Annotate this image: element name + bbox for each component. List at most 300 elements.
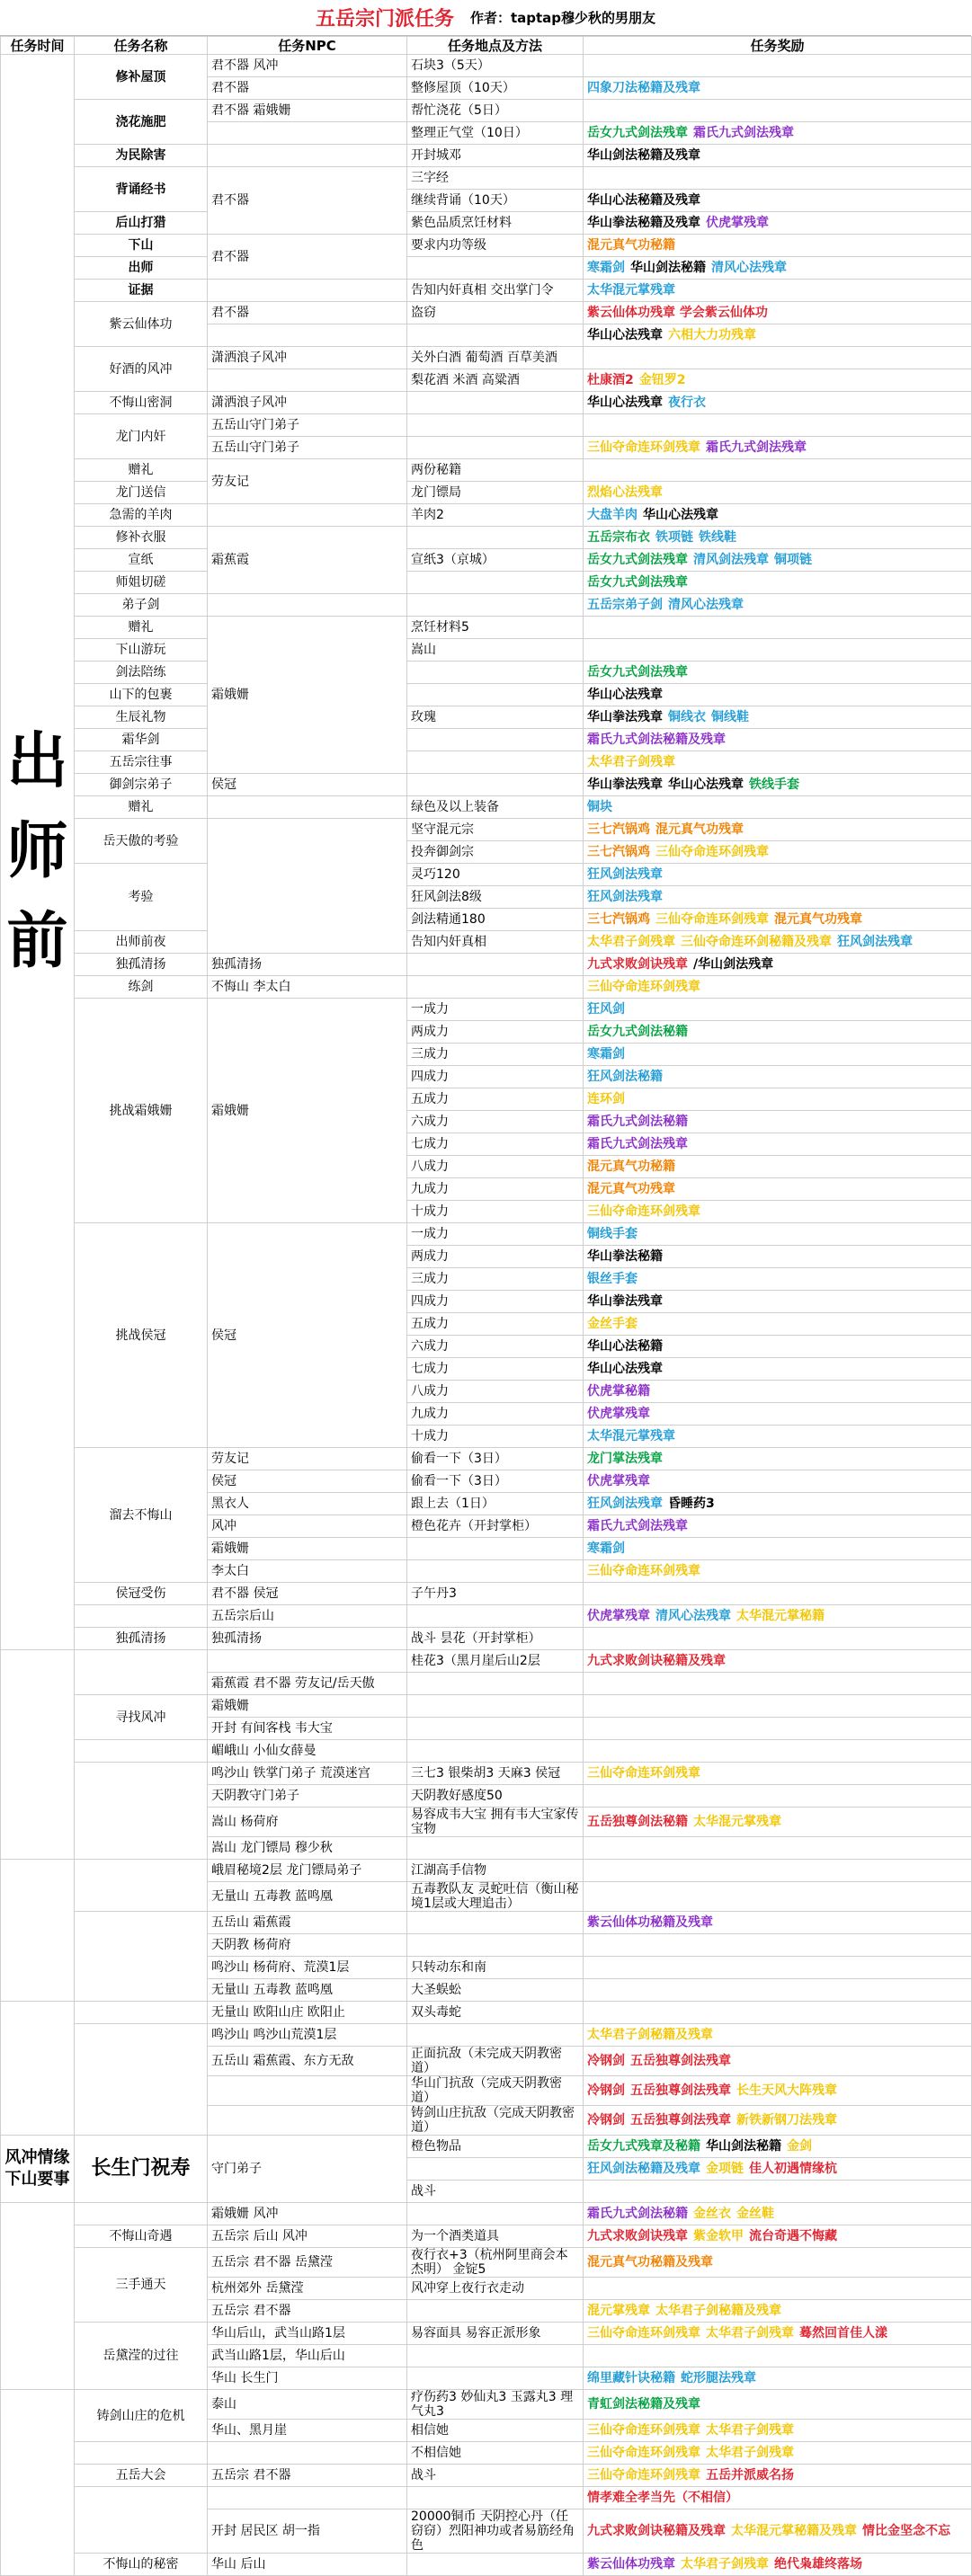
reward-item: 伏虎掌残章 xyxy=(587,1609,650,1623)
section-cell xyxy=(1,2203,75,2390)
task-location-cell: 整理正气堂（10日） xyxy=(407,122,584,145)
table-row xyxy=(1,774,972,796)
task-location-cell: 六成力 xyxy=(407,1336,584,1358)
task-npc-cell: 君不器 xyxy=(208,235,407,280)
task-location-cell xyxy=(407,2024,584,2047)
task-name-cell: 龙门送信 xyxy=(75,482,208,504)
task-location-cell: 整修屋顶（10天） xyxy=(407,77,584,100)
task-npc-cell: 无量山 欧阳山庄 欧阳止 xyxy=(208,2002,407,2024)
task-reward-cell xyxy=(584,864,972,886)
task-name-cell: 五岳宗往事 xyxy=(75,751,208,774)
task-name-cell xyxy=(75,1912,208,2002)
task-npc-cell xyxy=(208,2487,407,2509)
task-location-cell xyxy=(407,2367,584,2390)
table-row xyxy=(1,594,972,617)
task-reward-cell xyxy=(584,280,972,302)
task-location-cell: 疗伤药3 妙仙丸3 玉露丸3 理气丸3 xyxy=(407,2390,584,2420)
task-name-cell xyxy=(75,2203,208,2225)
task-npc-cell: 嵋峨山 小仙女薛曼 xyxy=(208,1740,407,1763)
table-row xyxy=(1,796,972,819)
reward-item: 铜块 xyxy=(587,800,612,814)
reward-item: 五岳独尊剑法残章 xyxy=(630,2083,731,2098)
task-npc-cell xyxy=(208,145,407,167)
task-npc-cell: 华山 长生门 xyxy=(208,2367,407,2390)
reward-item: 情比金坚念不忘 xyxy=(862,2524,950,2538)
task-reward-cell xyxy=(584,2509,972,2554)
task-name-cell xyxy=(75,1605,208,1628)
reward-item: 冷钢剑 xyxy=(587,2113,625,2127)
task-name-cell: 长生门祝寿 xyxy=(75,2136,208,2203)
task-reward-cell xyxy=(584,1837,972,1860)
table-row xyxy=(1,1583,972,1605)
task-location-cell: 铸剑山庄抗敌（完成天阴教密道） xyxy=(407,2106,584,2136)
task-name-cell xyxy=(75,1740,208,1763)
task-reward-cell xyxy=(584,1403,972,1426)
reward-item: 金丝鞋 xyxy=(736,2207,774,2221)
column-header: 任务地点及方法 xyxy=(407,37,584,55)
task-reward-cell xyxy=(584,1066,972,1088)
reward-item: 铜项链 xyxy=(774,553,812,567)
task-reward-cell xyxy=(584,2181,972,2203)
task-reward-cell xyxy=(584,2136,972,2158)
reward-item: 狂风剑法残章 xyxy=(587,867,663,882)
task-npc-cell: 五岳山 霜蕉霞 xyxy=(208,1912,407,1934)
column-header: 任务NPC xyxy=(208,37,407,55)
task-npc-cell: 潇洒浪子风冲 xyxy=(208,347,407,369)
task-reward-cell xyxy=(584,1044,972,1066)
task-npc-cell xyxy=(208,2442,407,2465)
task-reward-cell xyxy=(584,2323,972,2345)
task-name-cell: 师姐切磋 xyxy=(75,572,208,594)
task-npc-cell: 杭州郊外 岳黛滢 xyxy=(208,2278,407,2300)
task-reward-cell xyxy=(584,459,972,482)
reward-item: 夜行衣 xyxy=(668,395,706,410)
task-name-cell: 练剑 xyxy=(75,976,208,999)
table-row xyxy=(1,684,972,706)
task-reward-cell xyxy=(584,504,972,527)
task-location-cell xyxy=(407,751,584,774)
task-location-cell: 华山门抗敌（完成天阴教密道） xyxy=(407,2076,584,2106)
reward-item: /华山剑法残章 xyxy=(693,957,774,972)
reward-item: 太华君子剑残章 xyxy=(706,2326,794,2341)
task-reward-cell xyxy=(584,2158,972,2181)
task-reward-cell xyxy=(584,1088,972,1111)
reward-item: 清风心法残章 xyxy=(655,1609,731,1623)
task-location-cell xyxy=(407,729,584,751)
task-location-cell xyxy=(407,1912,584,1934)
table-row xyxy=(1,1860,972,1882)
section-cell: 出 师 前 xyxy=(1,55,75,1650)
task-reward-cell xyxy=(584,2300,972,2323)
reward-item: 狂风剑法秘籍 xyxy=(587,1070,663,1084)
table-row xyxy=(1,2203,972,2225)
reward-item: 紫云仙体功残章 xyxy=(587,2557,675,2572)
task-reward-cell xyxy=(584,100,972,122)
table-row xyxy=(1,549,972,572)
reward-item: 四象刀法秘籍及残章 xyxy=(587,81,700,95)
task-name-cell: 考验 xyxy=(75,864,208,931)
task-reward-cell xyxy=(584,212,972,235)
reward-item: 狂风剑法残章 xyxy=(837,935,913,949)
task-npc-cell: 鸣沙山 鸣沙山荒漠1层 xyxy=(208,2024,407,2047)
reward-item: 伏虎掌残章 xyxy=(587,1407,650,1421)
reward-item: 烈焰心法残章 xyxy=(587,485,663,500)
task-reward-cell xyxy=(584,572,972,594)
task-reward-cell xyxy=(584,594,972,617)
table-row xyxy=(1,751,972,774)
task-npc-cell: 峨眉秘境2层 龙门镖局弟子 xyxy=(208,1860,407,1882)
table-row xyxy=(1,212,972,235)
task-name-cell: 好酒的风冲 xyxy=(75,347,208,392)
task-location-cell xyxy=(407,1740,584,1763)
task-npc-cell: 黑衣人 xyxy=(208,1493,407,1515)
task-name-cell: 宣纸 xyxy=(75,549,208,572)
table-row xyxy=(1,2323,972,2345)
task-reward-cell xyxy=(584,1808,972,1837)
task-name-cell: 不悔山奇遇 xyxy=(75,2225,208,2248)
reward-item: 霜氏九式剑法残章 xyxy=(587,1137,688,1151)
reward-item: 伏虎掌残章 xyxy=(587,1474,650,1488)
task-location-cell: 大圣蜈蚣 xyxy=(407,1979,584,2002)
reward-item: 华山拳法秘籍及残章 xyxy=(587,216,700,230)
reward-item: 三仙夺命连环剑残章 xyxy=(587,1564,700,1578)
task-name-cell: 三手通天 xyxy=(75,2248,208,2323)
reward-item: 三七汽锅鸡 xyxy=(587,912,650,927)
task-reward-cell xyxy=(584,1650,972,1673)
reward-item: 蛇形腿法残章 xyxy=(681,2371,756,2385)
reward-item: 霜氏九式剑法秘籍 xyxy=(587,2207,688,2221)
reward-item: 昏睡药3 xyxy=(668,1497,715,1511)
task-npc-cell xyxy=(208,2076,407,2106)
task-npc-cell: 开封 有间客栈 韦大宝 xyxy=(208,1718,407,1740)
reward-item: 霜氏九式剑法残章 xyxy=(587,1519,688,1533)
reward-item: 狂风剑法秘籍及残章 xyxy=(587,2162,700,2176)
section-cell xyxy=(1,1860,75,2002)
task-reward-cell xyxy=(584,77,972,100)
task-name-cell: 侯冠受伤 xyxy=(75,1583,208,1605)
task-location-cell: 梨花酒 米酒 高粱酒 xyxy=(407,369,584,392)
task-npc-cell xyxy=(208,594,407,617)
task-reward-cell xyxy=(584,976,972,999)
task-location-cell: 十成力 xyxy=(407,1201,584,1223)
table-row xyxy=(1,145,972,167)
table-row xyxy=(1,1912,972,1934)
task-location-cell xyxy=(407,2554,584,2576)
task-name-cell xyxy=(75,1860,208,1912)
reward-item: 华山心法残章 xyxy=(668,777,744,792)
reward-item: 华山拳法残章 xyxy=(587,1294,663,1309)
task-name-cell: 为民除害 xyxy=(75,145,208,167)
reward-item: 蓦然回首佳人漾 xyxy=(799,2326,887,2341)
task-name-cell: 赠礼 xyxy=(75,617,208,639)
task-npc-cell: 劳友记 xyxy=(208,459,407,504)
reward-item: 铁项链 xyxy=(655,530,693,545)
reward-item: 华山心法残章 xyxy=(587,395,663,410)
task-npc-cell: 君不器 xyxy=(208,302,407,324)
reward-item: 华山剑法秘籍 xyxy=(706,2139,781,2154)
task-location-cell xyxy=(407,2158,584,2181)
task-location-cell: 七成力 xyxy=(407,1358,584,1381)
task-npc-cell: 霜娥姗 xyxy=(208,999,407,1223)
task-npc-cell: 守门弟子 xyxy=(208,2136,407,2203)
task-location-cell: 盗窃 xyxy=(407,302,584,324)
task-location-cell: 子午丹3 xyxy=(407,1583,584,1605)
task-location-cell xyxy=(407,1560,584,1583)
task-name-cell: 寻找风冲 xyxy=(75,1695,208,1740)
task-npc-cell xyxy=(208,122,407,145)
task-location-cell: 双头毒蛇 xyxy=(407,2002,584,2024)
task-reward-cell xyxy=(584,1673,972,1695)
reward-item: 九式求败剑诀残章 xyxy=(587,957,688,972)
table-row xyxy=(1,2442,972,2465)
task-npc-cell: 君不器 风冲 xyxy=(208,55,407,77)
task-reward-cell xyxy=(584,1156,972,1178)
task-npc-cell: 君不器 侯冠 xyxy=(208,1583,407,1605)
table-row xyxy=(1,2465,972,2487)
reward-item: 三仙夺命连环剑残章 xyxy=(655,845,769,859)
task-location-cell xyxy=(407,414,584,437)
table-row xyxy=(1,2390,972,2420)
task-location-cell: 只转动东和南 xyxy=(407,1957,584,1979)
task-npc-cell xyxy=(208,796,407,819)
reward-item: 岳女九式剑法秘籍 xyxy=(587,1025,688,1039)
task-location-cell: 继续背诵（10天） xyxy=(407,190,584,212)
task-reward-cell xyxy=(584,2248,972,2278)
table-row xyxy=(1,819,972,841)
task-location-cell: 四成力 xyxy=(407,1066,584,1088)
task-reward-cell xyxy=(584,684,972,706)
table-row xyxy=(1,527,972,549)
task-reward-cell xyxy=(584,706,972,729)
reward-item: 铁线手套 xyxy=(749,777,799,792)
reward-item: 太华君子剑秘籍及残章 xyxy=(655,2304,781,2318)
reward-item: 三仙夺命连环剑秘籍及残章 xyxy=(681,935,832,949)
task-location-cell xyxy=(407,2203,584,2225)
table-row xyxy=(1,482,972,504)
task-location-cell xyxy=(407,1673,584,1695)
task-reward-cell xyxy=(584,954,972,976)
task-location-cell: 江湖高手信物 xyxy=(407,1860,584,1882)
task-npc-cell: 霜娥姗 xyxy=(208,1695,407,1718)
task-reward-cell xyxy=(584,886,972,909)
task-reward-cell xyxy=(584,729,972,751)
task-name-cell: 紫云仙体功 xyxy=(75,302,208,347)
section-cell xyxy=(1,1650,75,1860)
reward-item: 铁线鞋 xyxy=(699,530,736,545)
task-location-cell: 桂花3（黑月崖后山2层 xyxy=(407,1650,584,1673)
reward-item: 华山心法残章 xyxy=(587,688,663,702)
task-name-cell: 不悔山密洞 xyxy=(75,392,208,414)
task-location-cell: 一成力 xyxy=(407,999,584,1021)
reward-item: 太华君子剑残章 xyxy=(706,2423,794,2438)
reward-item: 九式求败剑诀秘籍及残章 xyxy=(587,1654,726,1668)
task-location-cell: 帮忙浇花（5日） xyxy=(407,100,584,122)
task-npc-cell: 劳友记 xyxy=(208,1448,407,1470)
task-reward-cell xyxy=(584,1336,972,1358)
task-reward-cell xyxy=(584,2367,972,2390)
table-row xyxy=(1,257,972,280)
task-location-cell: 宣纸3（京城） xyxy=(407,549,584,572)
table-row xyxy=(1,1223,972,1246)
task-name-cell: 龙门内奸 xyxy=(75,414,208,459)
task-name-cell xyxy=(75,2024,208,2136)
table-row xyxy=(1,392,972,414)
task-name-cell: 出师 xyxy=(75,257,208,280)
task-name-cell: 赠礼 xyxy=(75,459,208,482)
task-reward-cell xyxy=(584,2420,972,2442)
task-location-cell: 十成力 xyxy=(407,1426,584,1448)
table-row xyxy=(1,662,972,684)
table-row xyxy=(1,302,972,324)
task-name-cell: 不悔山的秘密 xyxy=(75,2554,208,2576)
task-reward-cell xyxy=(584,1313,972,1336)
task-location-cell: 关外白酒 葡萄酒 百草美酒 xyxy=(407,347,584,369)
reward-item: 五岳宗弟子剑 xyxy=(587,598,663,612)
table-row xyxy=(1,729,972,751)
reward-item: 混元真气功残章 xyxy=(587,1182,675,1196)
task-name-cell: 浇花施肥 xyxy=(75,100,208,145)
task-location-cell: 石块3（5天） xyxy=(407,55,584,77)
task-reward-cell xyxy=(584,1957,972,1979)
reward-item: 华山拳法秘籍 xyxy=(587,1249,663,1264)
task-reward-cell xyxy=(584,369,972,392)
table-row xyxy=(1,2002,972,2024)
reward-item: 太华君子剑秘籍及残章 xyxy=(587,2028,713,2042)
table-row xyxy=(1,504,972,527)
reward-item: 霜氏九式剑法秘籍 xyxy=(587,1115,688,1129)
task-name-cell: 修补屋顶 xyxy=(75,55,208,100)
task-npc-cell: 华山 后山 xyxy=(208,2554,407,2576)
task-reward-cell xyxy=(584,1201,972,1223)
task-reward-cell xyxy=(584,527,972,549)
reward-item: 寒霜剑 xyxy=(587,261,625,275)
table-row xyxy=(1,2024,972,2047)
table-row xyxy=(1,617,972,639)
table-row xyxy=(1,931,972,954)
task-npc-cell: 侯冠 xyxy=(208,1470,407,1493)
reward-item: 华山剑法秘籍及残章 xyxy=(587,148,700,163)
task-location-cell: 为一个酒类道具 xyxy=(407,2225,584,2248)
reward-item: 清风心法残章 xyxy=(711,261,787,275)
document-author: 作者：taptap穆少秋的男朋友 xyxy=(469,10,656,26)
reward-item: 华山心法残章 xyxy=(587,1362,663,1376)
task-name-cell: 挑战侯冠 xyxy=(75,1223,208,1448)
reward-item: 金剑 xyxy=(787,2139,812,2154)
task-reward-cell xyxy=(584,1785,972,1808)
table-row xyxy=(1,1763,972,1785)
task-npc-cell: 霜娥姗 风冲 xyxy=(208,2203,407,2225)
table-row xyxy=(1,706,972,729)
task-reward-cell xyxy=(584,1695,972,1718)
task-location-cell: 不相信她 xyxy=(407,2442,584,2465)
task-reward-cell xyxy=(584,2225,972,2248)
task-npc-cell: 君不器 xyxy=(208,77,407,100)
section-cell: 风冲情缘 下山要事 xyxy=(1,2136,75,2203)
reward-item: 紫云仙体功残章 学会紫云仙体功 xyxy=(587,306,768,320)
task-npc-cell: 无量山 五毒教 蓝鸣凰 xyxy=(208,1979,407,2002)
task-location-cell xyxy=(407,527,584,549)
task-reward-cell xyxy=(584,1860,972,1882)
task-npc-cell: 霜蕉霞 xyxy=(208,527,407,594)
task-reward-cell xyxy=(584,302,972,324)
reward-item: 岳女九式剑法残章 xyxy=(587,126,688,140)
task-location-cell: 两份秘籍 xyxy=(407,459,584,482)
reward-item: 情孝难全孝当先（不相信） xyxy=(587,2491,738,2505)
reward-item: 绵里藏针诀秘籍 xyxy=(587,2371,675,2385)
reward-item: 铜线衣 xyxy=(668,710,706,724)
task-reward-cell xyxy=(584,999,972,1021)
table-row xyxy=(1,2487,972,2509)
task-reward-cell xyxy=(584,257,972,280)
task-reward-cell xyxy=(584,1628,972,1650)
task-reward-cell xyxy=(584,1381,972,1403)
reward-item: 华山心法残章 xyxy=(587,328,663,342)
reward-item: 华山心法秘籍及残章 xyxy=(587,193,700,208)
task-location-cell: 五毒教队友 灵蛇吐信（衡山秘境1层或大理追击） xyxy=(407,1882,584,1912)
table-row xyxy=(1,1650,972,1673)
reward-item: 混元真气功秘籍 xyxy=(587,1159,675,1174)
task-npc-cell: 五岳宗 君不器 xyxy=(208,2465,407,2487)
reward-item: 三仙夺命连环剑残章 xyxy=(587,440,700,455)
task-reward-cell xyxy=(584,1268,972,1291)
task-name-cell: 山下的包裹 xyxy=(75,684,208,706)
task-location-cell: 跟上去（1日） xyxy=(407,1493,584,1515)
task-reward-cell xyxy=(584,909,972,931)
task-location-cell xyxy=(407,662,584,684)
table-row xyxy=(1,1740,972,1763)
task-npc-cell: 嵩山 龙门镖局 穆少秋 xyxy=(208,1837,407,1860)
reward-item: 岳女九式剑法残章 xyxy=(587,553,688,567)
task-reward-cell xyxy=(584,1538,972,1560)
task-npc-cell xyxy=(208,819,407,954)
task-reward-cell xyxy=(584,2465,972,2487)
task-npc-cell: 潇洒浪子风冲 xyxy=(208,392,407,414)
task-reward-cell xyxy=(584,1021,972,1044)
task-npc-cell: 泰山 xyxy=(208,2390,407,2420)
task-reward-cell xyxy=(584,1763,972,1785)
task-location-cell: 易容面具 易容正派形象 xyxy=(407,2323,584,2345)
task-name-cell: 下山游玩 xyxy=(75,639,208,662)
reward-item: 混元真气功秘籍及残章 xyxy=(587,2255,713,2270)
task-npc-cell: 华山、黑月崖 xyxy=(208,2420,407,2442)
task-name-cell: 五岳大会 xyxy=(75,2465,208,2487)
task-npc-cell: 五岳宗 后山 风冲 xyxy=(208,2225,407,2248)
reward-item: 冷钢剑 xyxy=(587,2083,625,2098)
reward-item: 清风剑法残章 xyxy=(693,553,769,567)
reward-item: 狂风剑法残章 xyxy=(587,890,663,904)
reward-item: 岳女九式剑法残章 xyxy=(587,665,688,680)
reward-item: 霜氏九式剑法残章 xyxy=(693,126,794,140)
task-npc-cell: 君不器 xyxy=(208,167,407,235)
task-name-cell: 生辰礼物 xyxy=(75,706,208,729)
task-location-cell xyxy=(407,954,584,976)
reward-item: 三仙夺命连环剑残章 xyxy=(655,912,769,927)
reward-item: 青虹剑法秘籍及残章 xyxy=(587,2397,700,2412)
reward-item: 金丝衣 xyxy=(693,2207,731,2221)
task-location-cell xyxy=(407,1934,584,1957)
reward-item: 五岳独尊剑法残章 xyxy=(630,2113,731,2127)
task-reward-cell xyxy=(584,1740,972,1763)
reward-item: 寒霜剑 xyxy=(587,1047,625,1061)
task-reward-cell xyxy=(584,1111,972,1133)
reward-item: 大盘羊肉 xyxy=(587,508,638,522)
task-npc-cell: 五岳宗 君不器 岳黛滢 xyxy=(208,2248,407,2278)
section-cell xyxy=(1,2390,75,2576)
reward-item: 六相大力功残章 xyxy=(668,328,756,342)
table-row xyxy=(1,1628,972,1650)
reward-item: 狂风剑 xyxy=(587,1002,625,1017)
task-name-cell: 岳黛滢的过往 xyxy=(75,2323,208,2390)
